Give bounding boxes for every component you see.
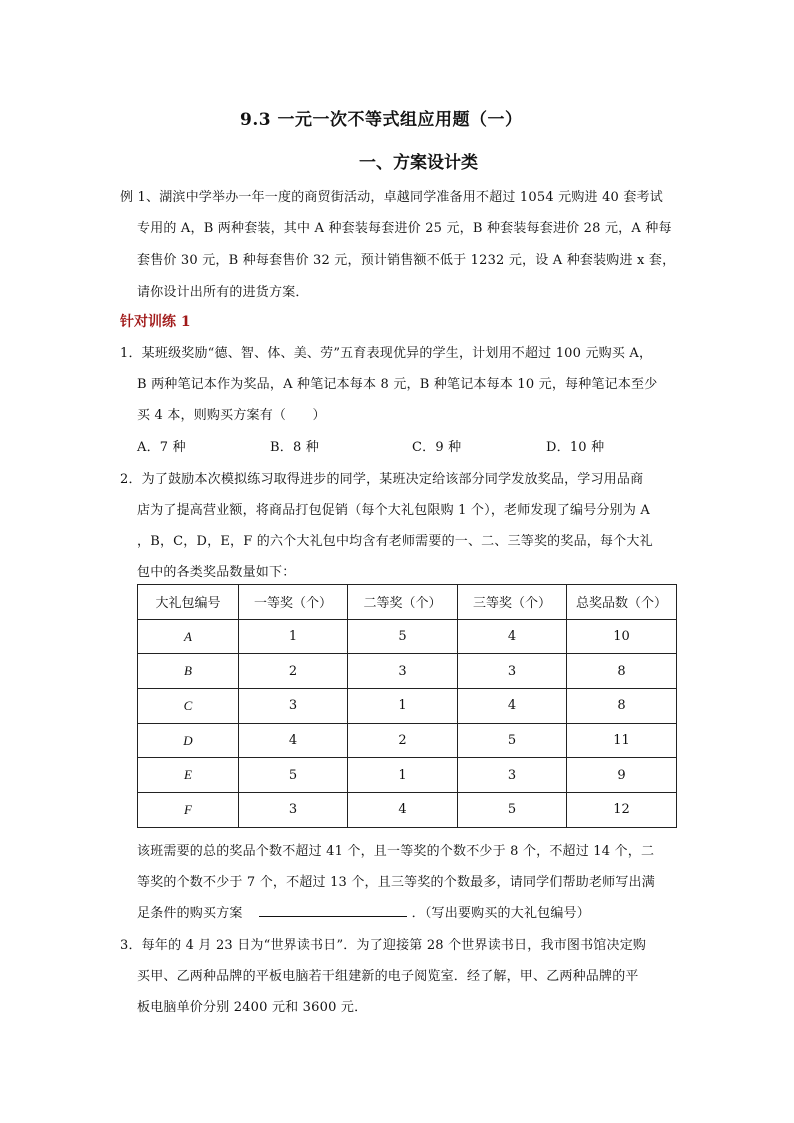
example-line-2: 专用的 A，B 两种套装，其中 A 种套装每套进价 25 元，B 种套装每套进价 28 元，A 种每 [137, 221, 672, 236]
q2-answer-suffix: ．（写出要购买的大礼包编号） [411, 906, 590, 921]
cell-package: C [138, 689, 239, 724]
cell-total: 8 [567, 689, 677, 724]
q2-after-line-2: 等奖的个数不少于 7 个，不超过 13 个，且三等奖的个数最多，请同学们帮助老师写出满 [137, 875, 655, 890]
table-row [138, 723, 677, 758]
header-package-id: 大礼包编号 [138, 585, 239, 620]
cell-second: 5 [348, 619, 458, 654]
header-third-prize: 三等奖（个） [458, 585, 567, 620]
cell-package: B [138, 654, 239, 689]
q2-line-3: ，B，C，D，E，F 的六个大礼包中均含有老师需要的一、二、三等奖的奖品，每个大礼 [137, 534, 653, 549]
cell-first: 2 [239, 654, 348, 689]
q2-answer-blank[interactable] [259, 904, 407, 917]
cell-first: 5 [239, 758, 348, 793]
q2-after-line-1: 该班需要的总的奖品个数不超过 41 个，且一等奖的个数不少于 8 个，不超过 14 个，二 [137, 844, 655, 859]
section-title: 一、方案设计类 [359, 153, 478, 173]
cell-total: 12 [567, 793, 677, 828]
cell-total: 8 [567, 654, 677, 689]
cell-package: E [138, 758, 239, 793]
cell-package: F [138, 793, 239, 828]
cell-first: 4 [239, 723, 348, 758]
table-row [138, 793, 677, 828]
cell-third: 4 [458, 689, 567, 724]
q1-option-a: A．7 种 [137, 440, 186, 455]
prize-table [137, 584, 677, 828]
cell-second: 4 [348, 793, 458, 828]
q3-line-3: 板电脑单价分别 2400 元和 3600 元． [137, 1000, 368, 1015]
q3-line-1: 3．每年的 4 月 23 日为“世界读书日”．为了迎接第 28 个世界读书日，我市图书馆决定购 [120, 938, 647, 953]
cell-third: 5 [458, 793, 567, 828]
header-first-prize: 一等奖（个） [239, 585, 348, 620]
q2-line-1: 2．为了鼓励本次模拟练习取得进步的同学，某班决定给该部分同学发放奖品，学习用品商 [120, 472, 644, 487]
cell-second: 1 [348, 758, 458, 793]
example-line-3: 套售价 30 元，B 种每套售价 32 元，预计销售额不低于 1232 元，设 A 种套装购进 x 套， [137, 253, 676, 268]
q1-option-d: D．10 种 [546, 440, 605, 455]
cell-total: 9 [567, 758, 677, 793]
cell-first: 1 [239, 619, 348, 654]
cell-package: A [138, 619, 239, 654]
cell-second: 2 [348, 723, 458, 758]
page-title: 9.3 一元一次不等式组应用题（一） [240, 110, 523, 130]
cell-third: 5 [458, 723, 567, 758]
cell-total: 11 [567, 723, 677, 758]
cell-first: 3 [239, 793, 348, 828]
table-row [138, 619, 677, 654]
header-second-prize: 二等奖（个） [348, 585, 458, 620]
q3-line-2: 买甲、乙两种品牌的平板电脑若干组建新的电子阅览室．经了解，甲、乙两种品牌的平 [137, 969, 639, 984]
table-row [138, 689, 677, 724]
q2-answer-prefix: 足条件的购买方案 [137, 906, 243, 921]
cell-third: 4 [458, 619, 567, 654]
q2-line-4: 包中的各类奖品数量如下： [137, 565, 296, 580]
example-line-4: 请你设计出所有的进货方案． [137, 285, 309, 300]
table-row [138, 758, 677, 793]
q1-line-2: B 两种笔记本作为奖品，A 种笔记本每本 8 元，B 种笔记本每本 10 元，每种笔记本至少 [137, 377, 658, 392]
cell-third: 3 [458, 758, 567, 793]
cell-total: 10 [567, 619, 677, 654]
table-header-row [138, 585, 677, 620]
cell-package: D [138, 723, 239, 758]
q1-option-c: C．9 种 [412, 440, 462, 455]
cell-second: 1 [348, 689, 458, 724]
q1-line-3: 买 4 本，则购买方案有（ ） [137, 408, 326, 423]
q1-option-b: B．8 种 [270, 440, 319, 455]
cell-first: 3 [239, 689, 348, 724]
cell-second: 3 [348, 654, 458, 689]
practice-heading: 针对训练 1 [120, 314, 191, 330]
table-row [138, 654, 677, 689]
example-line-1: 例 1、湖滨中学举办一年一度的商贸街活动，卓越同学准备用不超过 1054 元购进 40 套考试 [120, 190, 663, 205]
cell-third: 3 [458, 654, 567, 689]
q1-line-1: 1．某班级奖励“德、智、体、美、劳”五育表现优异的学生，计划用不超过 100 元购买 A， [120, 346, 653, 361]
q2-line-2: 店为了提高营业额，将商品打包促销（每个大礼包限购 1 个），老师发现了编号分别为 A [137, 503, 650, 518]
q2-answer-line [137, 902, 590, 921]
header-total: 总奖品数（个） [567, 585, 677, 620]
